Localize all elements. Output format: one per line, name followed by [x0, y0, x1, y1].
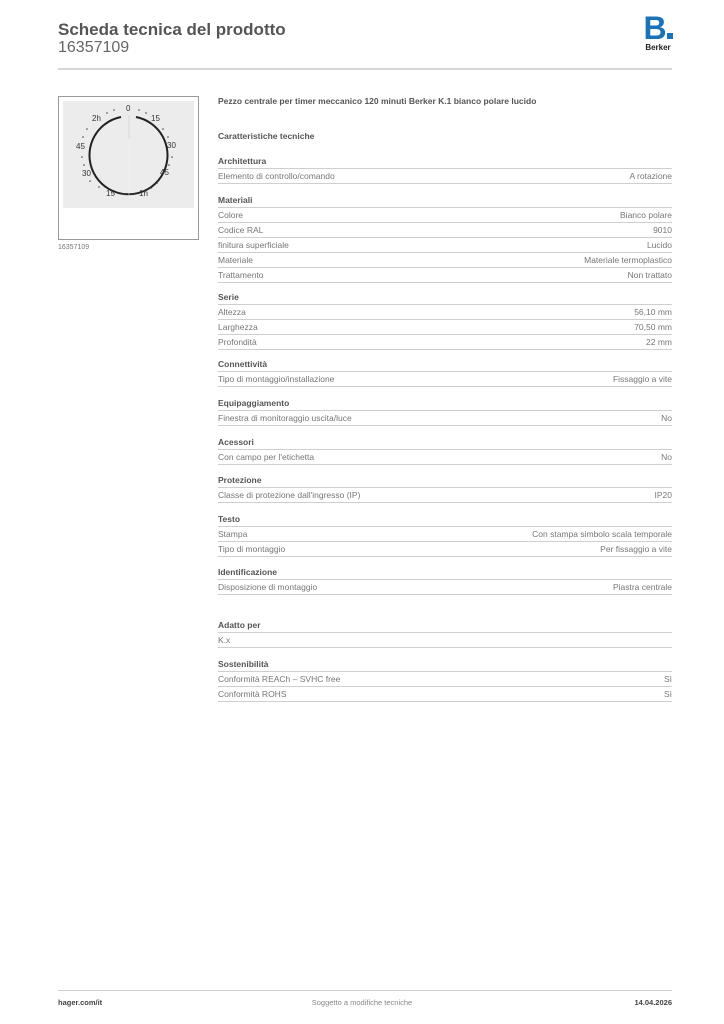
spec-value: Piastra centrale [612, 582, 672, 592]
spec-group-materiali [218, 194, 672, 283]
spec-row [218, 208, 672, 223]
svg-text:1h: 1h [139, 189, 148, 198]
spec-row [218, 542, 672, 557]
spec-row [218, 335, 672, 350]
spec-label: Tipo di montaggio/installazione [218, 374, 335, 384]
product-name: Pezzo centrale per timer meccanico 120 minuti Berker K.1 bianco polare lucido [218, 96, 537, 106]
timer-dial-icon [63, 101, 194, 208]
spec-label: Classe di protezione dall'ingresso (IP) [218, 490, 361, 500]
spec-label: Colore [218, 210, 244, 220]
spec-label: Larghezza [218, 322, 258, 332]
spec-row [218, 320, 672, 335]
spec-value: 22 mm [646, 337, 672, 347]
logo-mark-icon: B [640, 14, 676, 42]
spec-label: Elemento di controllo/comando [218, 171, 335, 181]
product-photo [63, 101, 194, 208]
spec-row [218, 169, 672, 184]
spec-value: Non trattato [627, 270, 672, 280]
spec-value: 70,50 mm [634, 322, 672, 332]
spec-label: Conformità REACh – SVHC free [218, 674, 341, 684]
spec-value: Con stampa simbolo scala temporale [532, 529, 672, 539]
spec-row [218, 527, 672, 542]
svg-text:30: 30 [167, 141, 176, 150]
group-title: Architettura [218, 155, 672, 169]
svg-text:15: 15 [151, 114, 160, 123]
spec-label: Con campo per l'etichetta [218, 452, 315, 462]
spec-row [218, 450, 672, 465]
spec-row [218, 672, 672, 687]
group-title: Identificazione [218, 566, 672, 580]
spec-value: Materiale termoplastico [584, 255, 672, 265]
group-title: Sostenibilità [218, 658, 672, 672]
spec-group-serie [218, 291, 672, 350]
spec-value: 56,10 mm [634, 307, 672, 317]
spec-label: Profondità [218, 337, 257, 347]
spec-label: Trattamento [218, 270, 264, 280]
spec-value: IP20 [654, 490, 672, 500]
spec-group-accessori [218, 436, 672, 465]
svg-text:15: 15 [106, 189, 115, 198]
spec-value: A rotazione [629, 171, 672, 181]
spec-label: Stampa [218, 529, 248, 539]
spec-label: Codice RAL [218, 225, 264, 235]
group-title: Serie [218, 291, 672, 305]
spec-row [218, 633, 672, 648]
spec-row [218, 238, 672, 253]
logo-brand-text: Berker [645, 43, 671, 52]
group-title: Protezione [218, 474, 672, 488]
spec-value: Sì [663, 674, 672, 684]
spec-row [218, 687, 672, 702]
group-title: Adatto per [218, 619, 672, 633]
spec-label: finitura superficiale [218, 240, 289, 250]
group-title: Materiali [218, 194, 672, 208]
footer-notice: Soggetto a modifiche tecniche [311, 998, 413, 1007]
spec-value: Bianco polare [620, 210, 672, 220]
group-title: Connettività [218, 358, 672, 372]
spec-row [218, 488, 672, 503]
product-code: 16357109 [58, 39, 130, 56]
footer-website-link[interactable]: hager.com/it [58, 998, 103, 1007]
spec-group-architettura [218, 155, 672, 184]
spec-value: No [661, 452, 672, 462]
spec-row [218, 305, 672, 320]
section-title: Caratteristiche tecniche [218, 131, 315, 141]
header-divider [58, 68, 672, 70]
spec-value: Fissaggio a vite [612, 374, 672, 384]
spec-row [218, 268, 672, 283]
spec-value: Per fissaggio a vite [600, 544, 672, 554]
spec-value: 9010 [653, 225, 672, 235]
footer-date: 14.04.2026 [634, 998, 672, 1007]
svg-text:45: 45 [160, 168, 169, 177]
image-caption: 16357109 [58, 244, 90, 251]
spec-value: Lucido [646, 240, 672, 250]
product-image-frame [58, 96, 199, 240]
spec-label: K.x [218, 635, 231, 645]
spec-group-identificazione [218, 566, 672, 595]
spec-row [218, 372, 672, 387]
spec-label: Disposizione di montaggio [218, 582, 318, 592]
spec-value: No [661, 413, 672, 423]
spec-group-protezione [218, 474, 672, 503]
spec-label: Materiale [218, 255, 253, 265]
group-title: Testo [218, 513, 672, 527]
group-title: Acessori [218, 436, 672, 450]
spec-row [218, 580, 672, 595]
spec-value: Sì [663, 689, 672, 699]
svg-text:30: 30 [82, 169, 91, 178]
svg-text:2h: 2h [92, 114, 101, 123]
svg-text:0: 0 [126, 104, 131, 113]
group-title: Equipaggiamento [218, 397, 672, 411]
spec-row [218, 411, 672, 426]
spec-group-testo [218, 513, 672, 557]
spec-row [218, 223, 672, 238]
spec-group-connettivita [218, 358, 672, 387]
footer-divider [58, 990, 672, 991]
spec-label: Finestra di monitoraggio uscita/luce [218, 413, 352, 423]
spec-label: Conformità ROHS [218, 689, 287, 699]
spec-row [218, 253, 672, 268]
svg-text:45: 45 [76, 142, 85, 151]
document-title: Scheda tecnica del prodotto [58, 20, 286, 39]
spec-group-sostenibilita [218, 658, 672, 702]
spec-group-adatto-per [218, 619, 672, 648]
spec-label: Altezza [218, 307, 246, 317]
spec-group-equipaggiamento [218, 397, 672, 426]
spec-label: Tipo di montaggio [218, 544, 286, 554]
berker-logo [640, 10, 676, 52]
